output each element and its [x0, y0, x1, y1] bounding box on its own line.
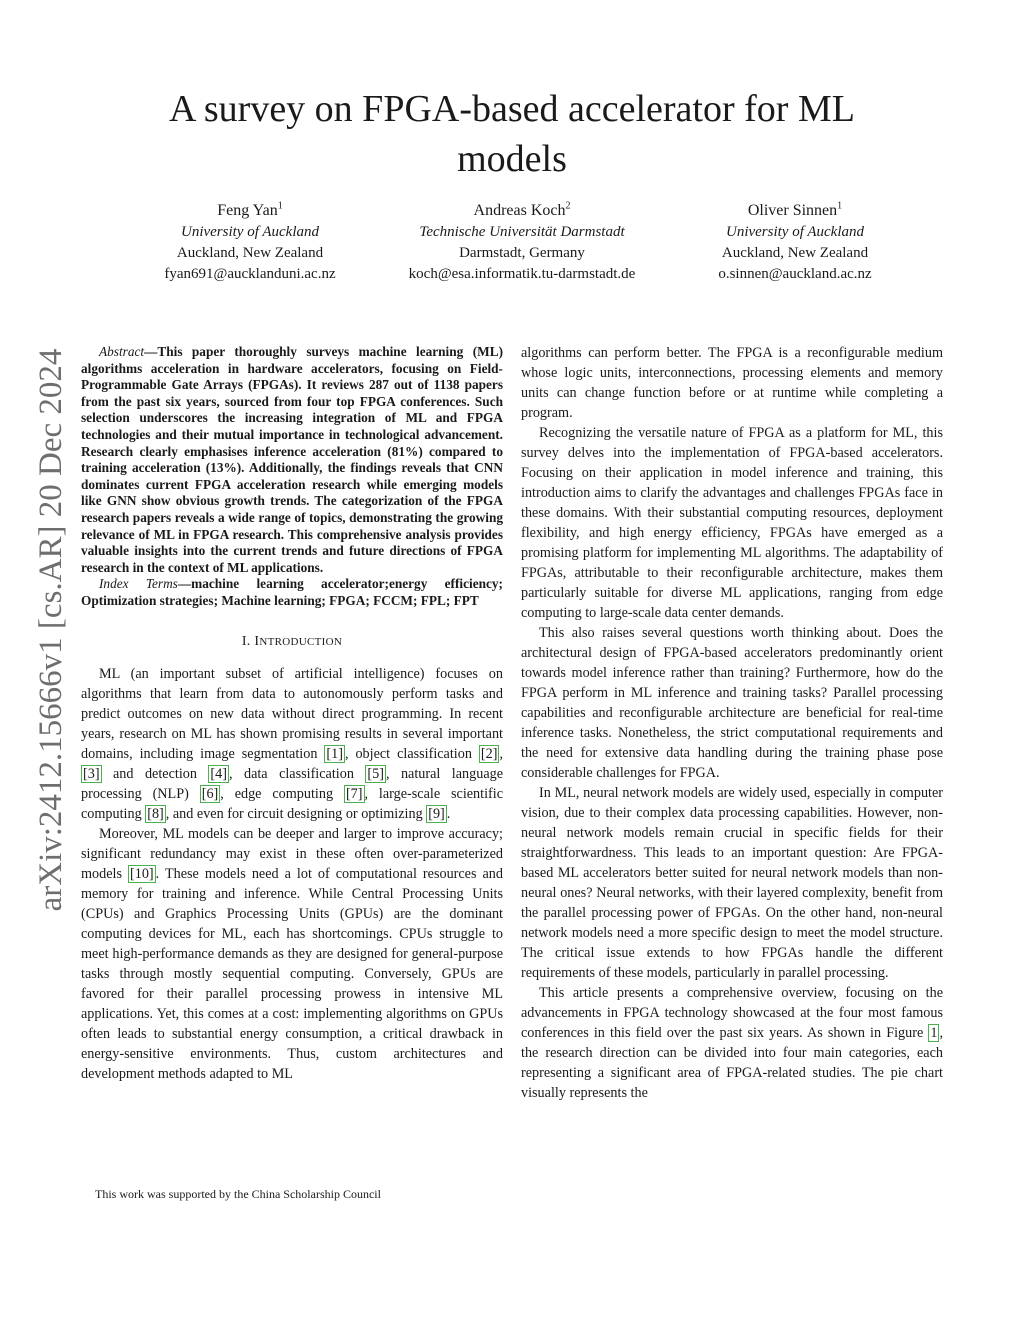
- body-paragraph: This article presents a comprehensive overview, focusing on the advancements in FPGA technology showcased at the four most famous conferences in this field over the past six years. As shown in Figure 1 , the research direction can be divided into four main categories, each representing a significant area of FPGA-related studies. The pie chart visually represents the: [521, 985, 943, 1101]
- citation-link[interactable]: [3]: [83, 765, 100, 782]
- author-name: Feng Yan: [217, 202, 278, 219]
- paper-title: [0, 84, 1024, 184]
- author-email: koch@esa.informatik.tu-darmstadt.de: [408, 266, 636, 282]
- author-superscript: 1: [277, 200, 283, 212]
- index-terms-label: Index Terms: [99, 576, 178, 592]
- arxiv-identifier[interactable]: arXiv:2412.15666v1 [cs.AR] 20 Dec 2024: [33, 348, 69, 912]
- author-2: [372, 200, 672, 285]
- citation-link[interactable]: [10]: [130, 865, 154, 882]
- author-email: fyan691@aucklanduni.ac.nz: [164, 266, 336, 282]
- title-line-2: models: [457, 138, 567, 180]
- author-affiliation: University of Auckland: [725, 224, 865, 240]
- footnote: This work was supported by the China Scholarship Council: [95, 1187, 381, 1201]
- author-email: o.sinnen@auckland.ac.nz: [718, 266, 872, 282]
- intro-paragraph-2: Moreover, ML models can be deeper and larger to improve accuracy; significant redundancy may exist in these often over-parameterized models [10] . These models need a lot of computational resources and memory for training and inference. While Central Processing Units (CPUs) and Graphics Processing Units (GPUs) are the dominant computing devices for ML, each has shortcomings. CPUs struggle to meet high-performance demands as they are designed for general-purpose tasks through mostly sequential computing. Conversely, GPUs are favored for their parallel processing prowess in intensive ML applications. Yet, this comes at a cost: implementing algorithms on GPUs often leads to substantial energy consumption, a critical drawback in energy-sensitive environments. Thus, custom architectures and development methods adapted to ML: [81, 825, 503, 1082]
- abstract-text: —This paper thoroughly surveys machine learning (ML) algorithms acceleration in hardware accelerators, focusing on Field-Programmable Gate Arrays (FPGAs). It reviews 287 out of 1138 papers from the past six years, sourced from four top FPGA conferences. Such selection underscores the increasing integration of ML and FPGA technologies and their mutual importance in technological advancement. Research clearly emphasises inference acceleration (81%) compared to training acceleration (13%). Additionally, the findings reveals that CNN dominates current FPGA acceleration research while emerging models like GNN show obvious growth trends. The categorization of the FPGA research papers reveals a wide range of topics, demonstrating the growing relevance of ML in FPGA research. This comprehensive analysis provides valuable insights into the current trends and future directions of FPGA research in the context of ML applications.: [81, 344, 503, 575]
- citation-link[interactable]: [4]: [210, 765, 227, 782]
- body-paragraph: algorithms can perform better. The FPGA is a reconfigurable medium whose logic units, interconnections, processing elements and memory units can change function before or at runtime while completing a program.: [521, 345, 943, 421]
- author-name: Oliver Sinnen: [747, 202, 838, 219]
- citation-link[interactable]: [6]: [201, 785, 219, 802]
- right-column: [521, 343, 943, 1103]
- body-paragraph: This also raises several questions worth thinking about. Does the architectural design of FPGA-based accelerators predominantly orient towards model inference rather than training? Furthermore, how do the FPGA perform in ML inference and training tasks? Parallel processing capabilities and reconfigurable architecture are beneficial for real-time inference tasks. Nonetheless, the strict computational requirements and the need for extensive data handling during the training phase pose considerable challenges for FPGA.: [521, 625, 943, 781]
- abstract-label: Abstract: [99, 344, 145, 359]
- author-affiliation: Technische Universität Darmstadt: [419, 224, 625, 240]
- index-terms: [81, 576, 503, 609]
- author-affiliation: University of Auckland: [180, 224, 320, 240]
- section-heading: I. INTRODUCTION: [241, 633, 343, 649]
- author-location: Auckland, New Zealand: [176, 245, 324, 261]
- body-paragraph: In ML, neural network models are widely used, especially in computer vision, due to their complex data processing capabilities. However, non-neural network models remain crucial in specific fields for their straightforwardness. This leads to an important question: Are FPGA-based ML accelerators better suited for neural network models than non-neural ones? Neural networks, with their layered complexity, benefit from the parallel processing power of FPGAs. On the other hand, non-neural network models need a more specific design to meet the model structure. The critical issue extends to how FPGAs handle the different requirements of these models, particularly in parallel processing.: [521, 785, 943, 981]
- title-line-1: A survey on FPGA-based accelerator for ML: [169, 88, 855, 130]
- citation-link[interactable]: [8]: [147, 805, 164, 822]
- author-location: Auckland, New Zealand: [721, 245, 869, 261]
- citation-link[interactable]: [7]: [345, 785, 363, 802]
- citation-link[interactable]: [9]: [428, 805, 445, 822]
- author-3: [665, 200, 925, 285]
- author-location: Darmstadt, Germany: [459, 245, 585, 261]
- author-name: Andreas Koch: [473, 202, 566, 219]
- body-paragraph: Recognizing the versatile nature of FPGA as a platform for ML, this survey delves into the implementation of FPGA-based accelerators. Focusing on their application in model inference and training, this introduction aims to clarify the advantages and challenges FPGAs face in these domains. With their substantial computing resources, deployment flexibility, and high energy efficiency, FPGAs have emerged as a promising platform for implementing ML algorithms. The adaptability of FPGAs, attributable to their reconfigurable architecture, makes them particularly suitable for diverse ML applications, ranging from edge computing to large-scale data center demands.: [521, 425, 943, 621]
- intro-paragraph-1: ML (an important subset of artificial intelligence) focuses on algorithms that learn from data to autonomously perform tasks and predict outcomes on new data without direct programming. In recent years, research on ML has shown promising results in several important domains, including image segmentation [1] , object classification [2] , [3] and detection [4] , data classification [5] , natural language processing (NLP) [6] , edge computing [7] , large-scale scientific computing [8] , and even for circuit designing or optimizing [9] .: [81, 665, 504, 822]
- author-1: [120, 200, 380, 285]
- author-superscript: 2: [565, 200, 571, 212]
- author-superscript: 1: [837, 200, 843, 212]
- figure-link[interactable]: 1: [930, 1025, 938, 1041]
- citation-link[interactable]: [2]: [480, 745, 498, 762]
- abstract: [81, 344, 503, 576]
- citation-link[interactable]: [1]: [326, 745, 343, 762]
- index-terms-text: —machine learning accelerator;energy efficiency; Optimization strategies; Machine learning; FPGA; FCCM; FPL; FPT: [81, 576, 503, 608]
- citation-link[interactable]: [5]: [367, 765, 384, 782]
- left-column: [81, 344, 503, 1084]
